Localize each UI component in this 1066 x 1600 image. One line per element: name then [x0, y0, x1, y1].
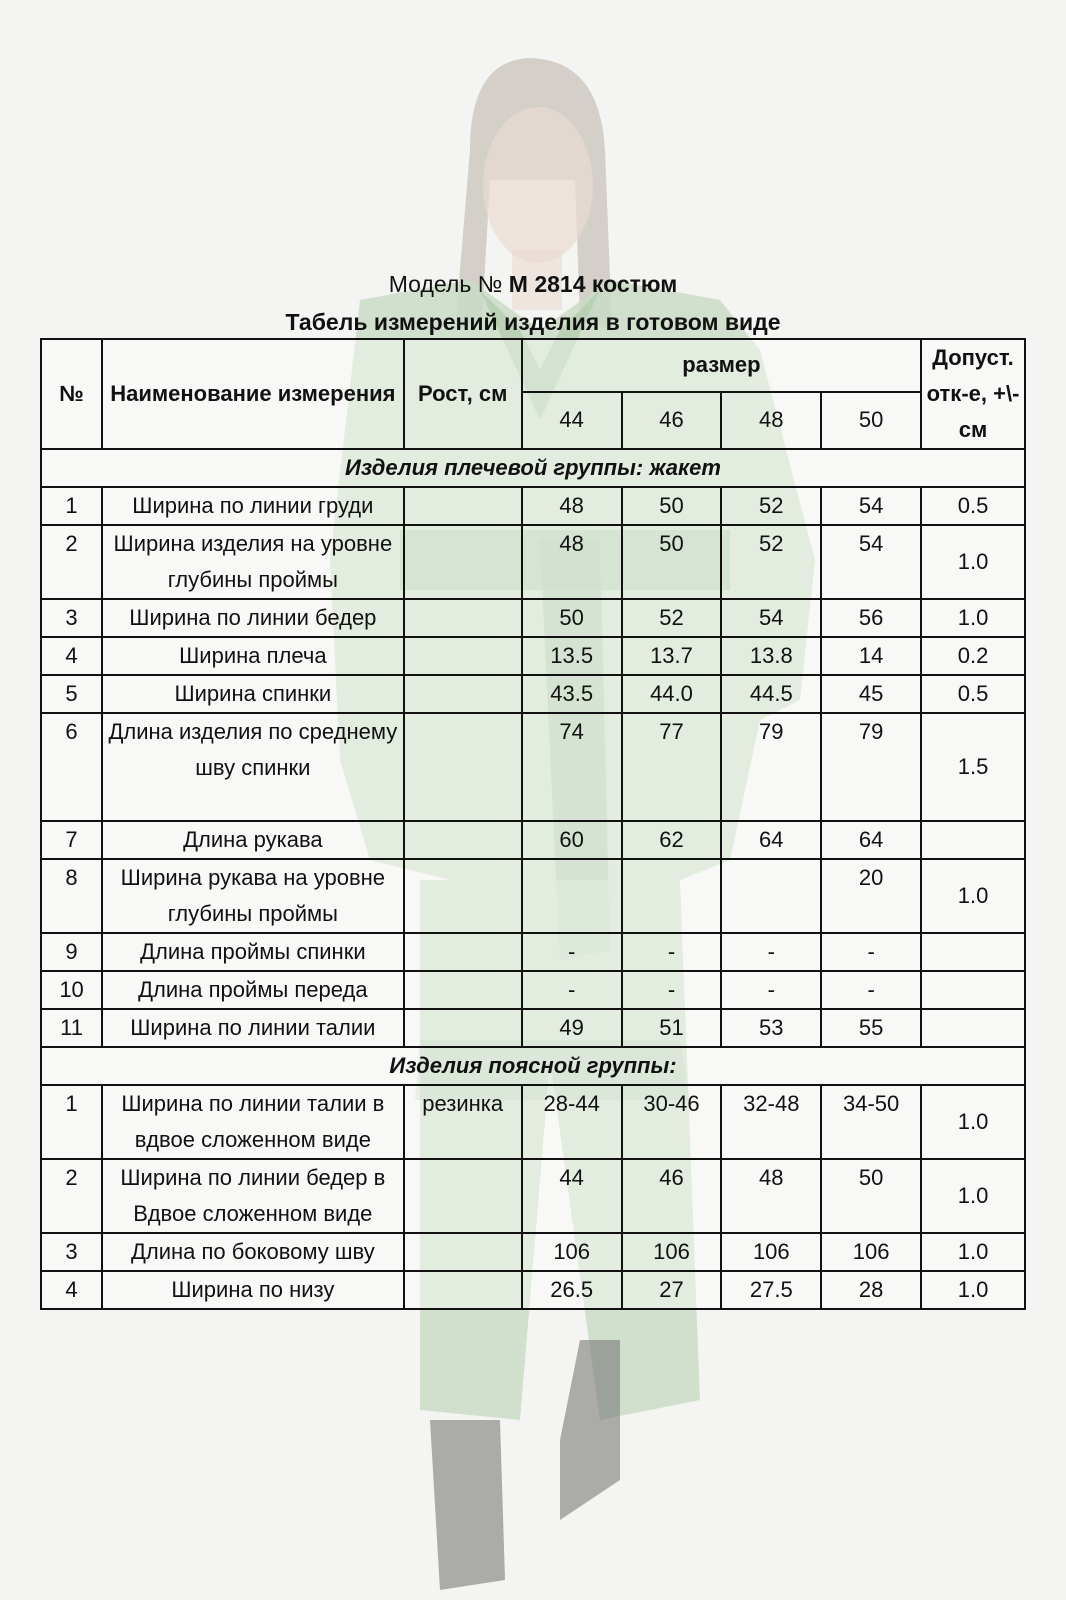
row-value-44: - — [522, 971, 622, 1009]
row-number: 1 — [41, 487, 102, 525]
row-tolerance: 1.0 — [921, 599, 1025, 637]
row-value-44: 43.5 — [522, 675, 622, 713]
row-number: 7 — [41, 821, 102, 859]
row-tolerance — [921, 821, 1025, 859]
row-value-48: 48 — [721, 1159, 821, 1233]
row-name: Длина изделия по среднему шву спинки — [102, 713, 404, 821]
row-value-50: 54 — [821, 487, 921, 525]
row-number: 4 — [41, 637, 102, 675]
row-name: Длина рукава — [102, 821, 404, 859]
row-value-50: 54 — [821, 525, 921, 599]
row-value-48: 52 — [721, 525, 821, 599]
row-number: 4 — [41, 1271, 102, 1309]
row-number: 2 — [41, 525, 102, 599]
row-tolerance — [921, 971, 1025, 1009]
row-value-46: 106 — [622, 1233, 722, 1271]
row-value-46: 62 — [622, 821, 722, 859]
table-row — [41, 713, 1025, 821]
row-value-44: 48 — [522, 487, 622, 525]
row-value-44 — [522, 859, 622, 933]
row-value-48: - — [721, 933, 821, 971]
row-height — [404, 1271, 522, 1309]
row-number: 1 — [41, 1085, 102, 1159]
row-value-46: 30-46 — [622, 1085, 722, 1159]
table-row — [41, 1159, 1025, 1233]
row-tolerance — [921, 1009, 1025, 1047]
row-height — [404, 859, 522, 933]
header-size-46: 46 — [622, 392, 722, 449]
row-tolerance — [921, 933, 1025, 971]
row-name: Длина по боковому шву — [102, 1233, 404, 1271]
row-tolerance: 1.0 — [921, 1271, 1025, 1309]
row-tolerance: 1.0 — [921, 1233, 1025, 1271]
row-value-50: 106 — [821, 1233, 921, 1271]
row-value-44: 106 — [522, 1233, 622, 1271]
row-value-50: 79 — [821, 713, 921, 821]
row-value-44: 49 — [522, 1009, 622, 1047]
row-name: Ширина изделия на уровне глубины проймы — [102, 525, 404, 599]
row-value-48: 79 — [721, 713, 821, 821]
row-number: 3 — [41, 1233, 102, 1271]
row-value-48: 106 — [721, 1233, 821, 1271]
header-size-50: 50 — [821, 392, 921, 449]
row-value-50: 55 — [821, 1009, 921, 1047]
row-name: Длина проймы спинки — [102, 933, 404, 971]
table-row — [41, 933, 1025, 971]
row-name: Ширина по линии бедер в Вдвое сложенном виде — [102, 1159, 404, 1233]
row-value-46: - — [622, 971, 722, 1009]
row-value-48: 27.5 — [721, 1271, 821, 1309]
row-value-44: 60 — [522, 821, 622, 859]
table-row — [41, 487, 1025, 525]
row-value-46: 44.0 — [622, 675, 722, 713]
table-row — [41, 1009, 1025, 1047]
model-name: М 2814 костюм — [508, 271, 678, 297]
row-height — [404, 487, 522, 525]
row-value-48: 13.8 — [721, 637, 821, 675]
row-number: 3 — [41, 599, 102, 637]
row-value-46: 51 — [622, 1009, 722, 1047]
row-number: 8 — [41, 859, 102, 933]
model-title — [0, 270, 1066, 298]
row-height — [404, 599, 522, 637]
table-row — [41, 1233, 1025, 1271]
header-height: Рост, см — [404, 339, 522, 449]
row-value-44: 74 — [522, 713, 622, 821]
table-row — [41, 599, 1025, 637]
row-value-46 — [622, 859, 722, 933]
header-tolerance: Допуст. отк-е, +\-см — [921, 339, 1025, 449]
row-height — [404, 675, 522, 713]
row-number: 9 — [41, 933, 102, 971]
table-subtitle: Табель измерений изделия в готовом виде — [285, 309, 781, 335]
row-height — [404, 971, 522, 1009]
row-value-50: - — [821, 933, 921, 971]
row-value-50: 14 — [821, 637, 921, 675]
row-number: 10 — [41, 971, 102, 1009]
row-value-44: - — [522, 933, 622, 971]
row-value-48 — [721, 859, 821, 933]
section-waist-title: Изделия поясной группы: — [41, 1047, 1025, 1085]
row-value-50: 20 — [821, 859, 921, 933]
row-value-48: 53 — [721, 1009, 821, 1047]
row-height — [404, 933, 522, 971]
row-number: 5 — [41, 675, 102, 713]
row-height — [404, 821, 522, 859]
section-shoulder-title: Изделия плечевой группы: жакет — [41, 449, 1025, 487]
row-height — [404, 1159, 522, 1233]
row-value-46: - — [622, 933, 722, 971]
row-value-44: 48 — [522, 525, 622, 599]
row-value-50: - — [821, 971, 921, 1009]
row-height — [404, 637, 522, 675]
row-value-44: 28-44 — [522, 1085, 622, 1159]
header-number: № — [41, 339, 102, 449]
row-value-44: 50 — [522, 599, 622, 637]
row-value-50: 34-50 — [821, 1085, 921, 1159]
table-row — [41, 859, 1025, 933]
row-tolerance: 0.5 — [921, 675, 1025, 713]
measurement-table — [40, 338, 1026, 1310]
row-name: Ширина спинки — [102, 675, 404, 713]
row-value-50: 56 — [821, 599, 921, 637]
row-height — [404, 525, 522, 599]
row-value-48: 64 — [721, 821, 821, 859]
row-value-50: 28 — [821, 1271, 921, 1309]
row-value-46: 52 — [622, 599, 722, 637]
row-tolerance: 1.5 — [921, 713, 1025, 821]
table-row — [41, 821, 1025, 859]
row-value-44: 13.5 — [522, 637, 622, 675]
row-tolerance: 0.5 — [921, 487, 1025, 525]
table-row — [41, 637, 1025, 675]
row-value-48: - — [721, 971, 821, 1009]
row-name: Ширина рукава на уровне глубины проймы — [102, 859, 404, 933]
row-number: 6 — [41, 713, 102, 821]
row-name: Ширина по линии талии в вдвое сложенном виде — [102, 1085, 404, 1159]
row-tolerance: 1.0 — [921, 1085, 1025, 1159]
row-value-46: 50 — [622, 525, 722, 599]
table-row — [41, 525, 1025, 599]
table-row — [41, 1085, 1025, 1159]
row-tolerance: 0.2 — [921, 637, 1025, 675]
row-value-48: 52 — [721, 487, 821, 525]
row-value-48: 32-48 — [721, 1085, 821, 1159]
header-size-44: 44 — [522, 392, 622, 449]
row-name: Длина проймы переда — [102, 971, 404, 1009]
row-value-50: 50 — [821, 1159, 921, 1233]
row-name: Ширина по низу — [102, 1271, 404, 1309]
table-row — [41, 1271, 1025, 1309]
header-name: Наименование измерения — [102, 339, 404, 449]
header-size: размер — [522, 339, 921, 392]
row-number: 2 — [41, 1159, 102, 1233]
row-value-48: 54 — [721, 599, 821, 637]
row-value-46: 27 — [622, 1271, 722, 1309]
row-value-50: 45 — [821, 675, 921, 713]
row-name: Ширина по линии груди — [102, 487, 404, 525]
header-size-48: 48 — [721, 392, 821, 449]
row-value-46: 77 — [622, 713, 722, 821]
row-value-44: 44 — [522, 1159, 622, 1233]
row-name: Ширина по линии талии — [102, 1009, 404, 1047]
table-row — [41, 971, 1025, 1009]
table-row — [41, 675, 1025, 713]
row-tolerance: 1.0 — [921, 859, 1025, 933]
row-height — [404, 713, 522, 821]
row-height — [404, 1233, 522, 1271]
row-value-46: 13.7 — [622, 637, 722, 675]
row-height — [404, 1009, 522, 1047]
row-value-46: 46 — [622, 1159, 722, 1233]
row-value-44: 26.5 — [522, 1271, 622, 1309]
row-tolerance: 1.0 — [921, 1159, 1025, 1233]
row-value-46: 50 — [622, 487, 722, 525]
row-height: резинка — [404, 1085, 522, 1159]
row-value-48: 44.5 — [721, 675, 821, 713]
row-value-50: 64 — [821, 821, 921, 859]
row-name: Ширина плеча — [102, 637, 404, 675]
row-name: Ширина по линии бедер — [102, 599, 404, 637]
row-number: 11 — [41, 1009, 102, 1047]
model-prefix: Модель № — [388, 271, 503, 297]
row-tolerance: 1.0 — [921, 525, 1025, 599]
